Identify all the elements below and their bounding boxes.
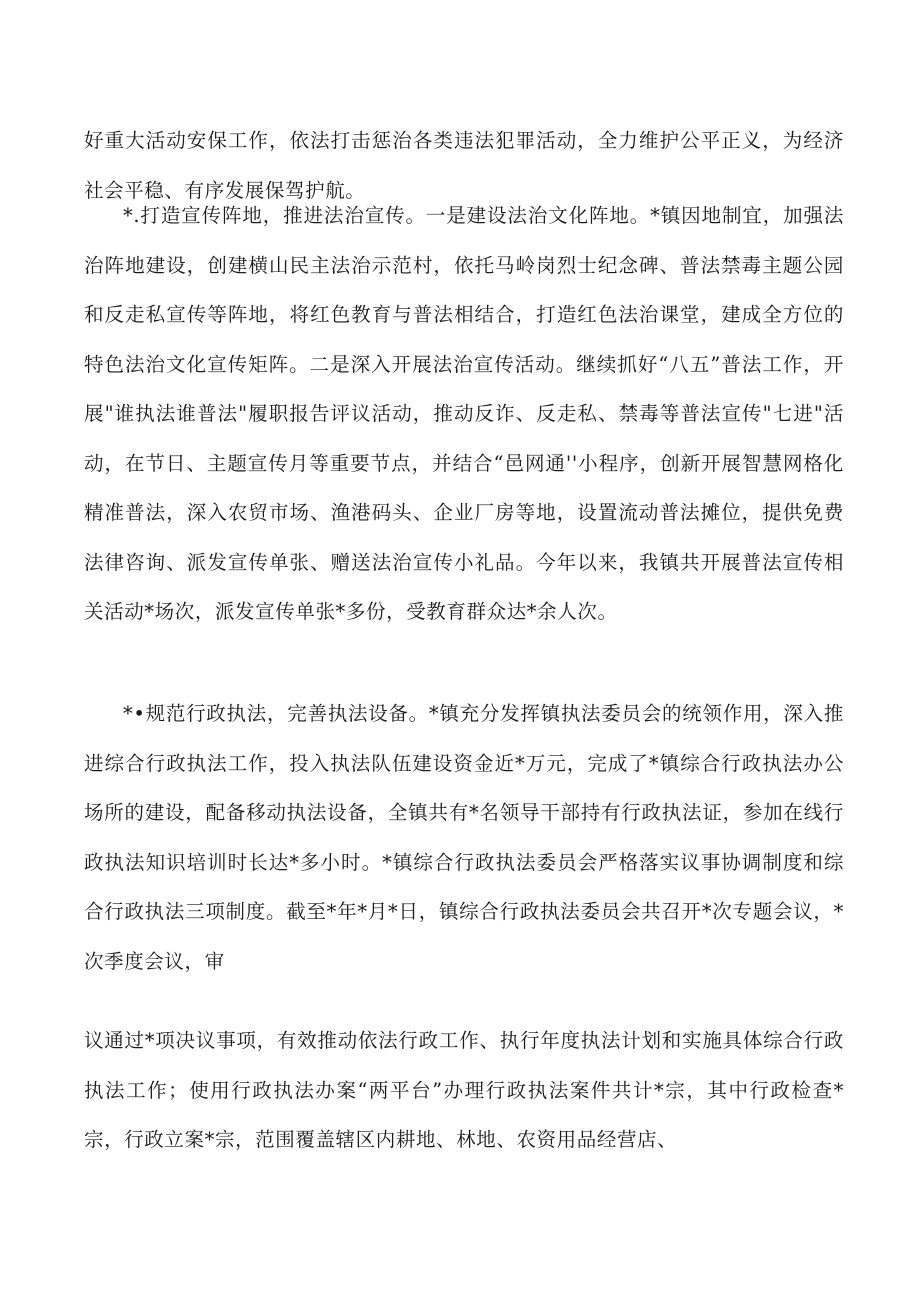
paragraph-legal-publicity: *.打造宣传阵地，推进法治宣传。一是建设法治文化阵地。*镇因地制宜，加强法治阵地建设，创建横山民主法治示范村，依托马岭岗烈士纪念碑、普法禁毒主题公园和反走私宣传等阵地，将红色教育与普法相结合，打造红色法治课堂，建成全方位的特色法治文化宣传矩阵。二是深入开展法治宣传活动。继续抓好“八五”普法工作，开展"谁执法谁普法"履职报告评议活动，推动反诈、反走私、禁毒等普法宣传"七进"活动，在节日、主题宣传月等重要节点，并结合“邑网通''小程序，创新开展智慧网格化精准普法，深入农贸市场、渔港码头、企业厂房等地，设置流动普法摊位，提供免费法律咨询、派发宣传单张、赠送法治宣传小礼品。今年以来，我镇共开展普法宣传相关活动*场次，派发宣传单张*多份，受教育群众达*余人次。 — [84, 204, 844, 623]
paragraph-continued-security: 好重大活动安保工作，依法打击惩治各类违法犯罪活动，全力维护公平正义，为经济社会平稳、有序发展保驾护航。 — [84, 129, 844, 202]
paragraph-administrative-enforcement: *•规范行政执法，完善执法设备。*镇充分发挥镇执法委员会的统领作用，深入推进综合行政执法工作，投入执法队伍建设资金近*万元，完成了*镇综合行政执法办公场所的建设，配备移动执法设备，全镇共有*名领导干部持有行政执法证，参加在线行政执法知识培训时长达*多小时。*镇综合行政执法委员会严格落实议事协调制度和综合行政执法三项制度。截至*年*月*日，镇综合行政执法委员会共召开*次专题会议，*次季度会议，审 — [84, 702, 844, 973]
paragraph-enforcement-continued: 议通过*项决议事项，有效推动依法行政工作、执行年度执法计划和实施具体综合行政执法工作；使用行政执法办案“两平台”办理行政执法案件共计*宗，其中行政检查*宗，行政立案*宗，范围覆盖辖区内耕地、林地、农资用品经营店、 — [84, 1029, 844, 1151]
